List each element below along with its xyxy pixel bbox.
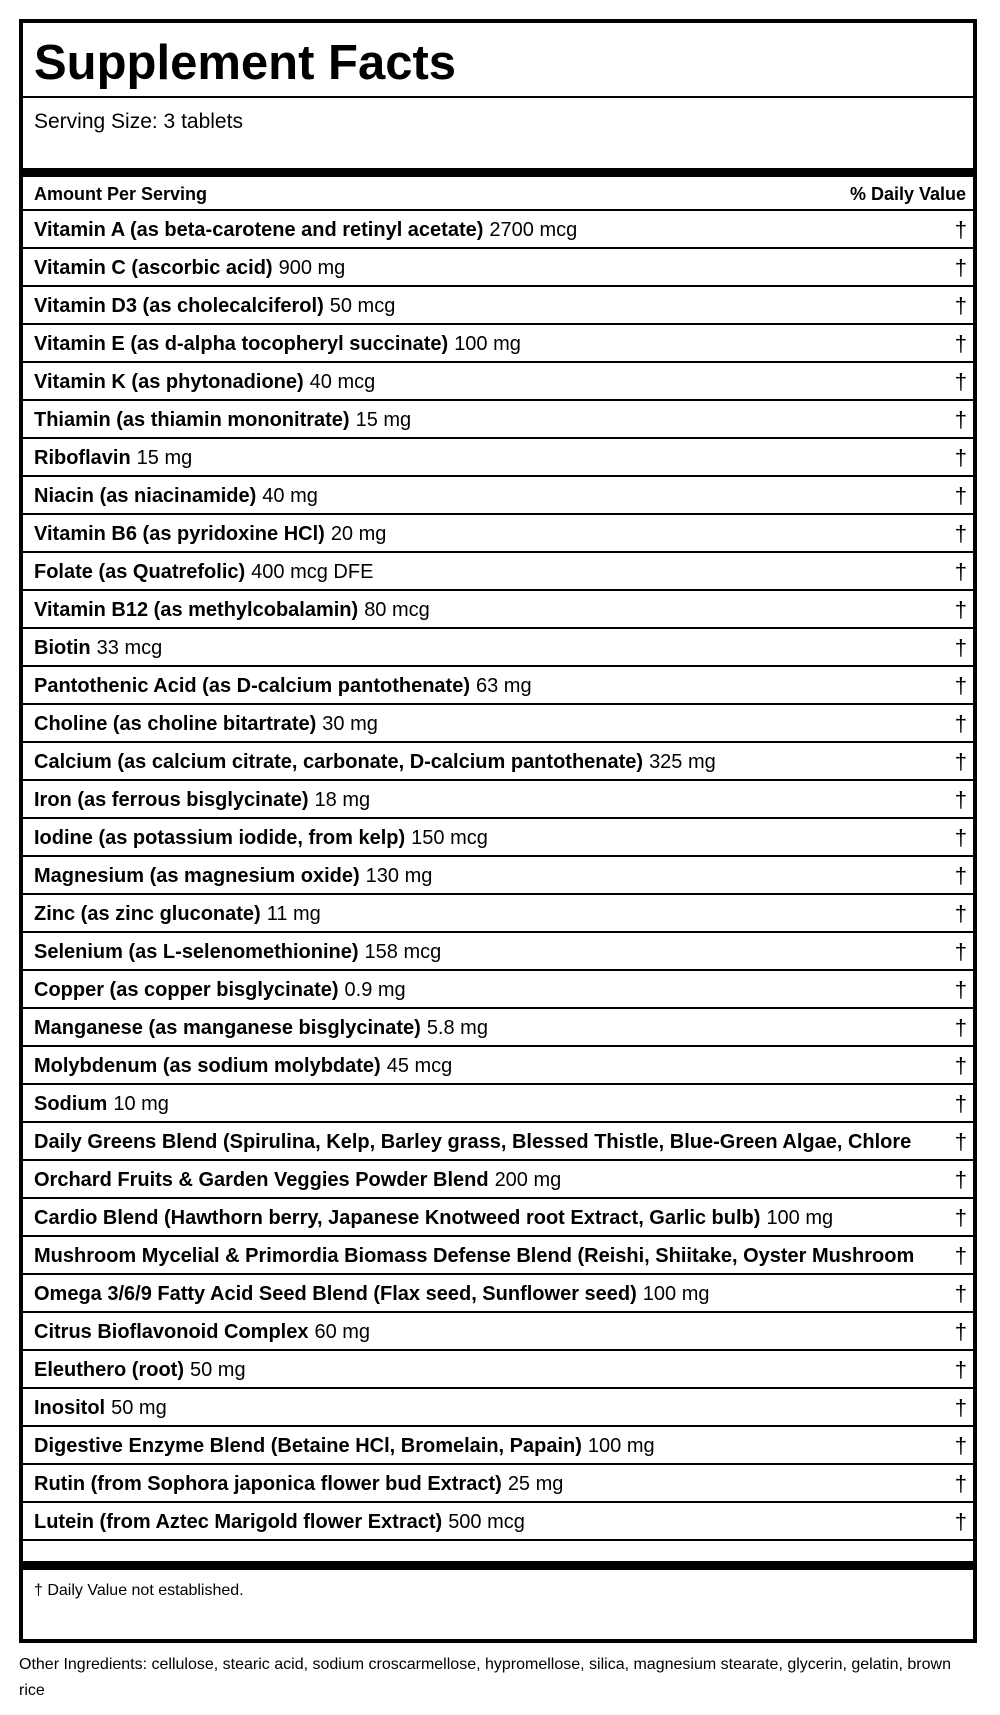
nutrient-name: Digestive Enzyme Blend (Betaine HCl, Bromelain, Papain) (34, 1435, 582, 1457)
nutrient-name: Calcium (as calcium citrate, carbonate, D-calcium pantothenate) (34, 751, 644, 773)
daily-value-dagger: † (954, 331, 967, 356)
nutrient-row (23, 325, 973, 363)
daily-value-header: % Daily Value (849, 184, 966, 204)
nutrient-row (23, 1123, 973, 1161)
nutrient-content (34, 370, 375, 394)
nutrient-content (34, 522, 386, 546)
daily-value-dagger: † (954, 825, 967, 850)
nutrient-name: Vitamin B12 (as methylcobalamin) (34, 599, 359, 621)
nutrient-content (34, 408, 411, 432)
nutrient-name: Vitamin D3 (as cholecalciferol) (34, 295, 324, 317)
nutrient-row (23, 1313, 973, 1351)
nutrient-name: Sodium (34, 1093, 108, 1115)
nutrient-content (34, 1092, 169, 1116)
nutrient-row (23, 1085, 973, 1123)
nutrient-name: Vitamin A (as beta-carotene and retinyl acetate) (34, 219, 484, 241)
nutrient-row (23, 819, 973, 857)
nutrient-content (34, 1472, 563, 1496)
nutrient-content (34, 826, 488, 850)
nutrient-amount: 325 mg (649, 751, 716, 773)
nutrient-row (23, 1275, 973, 1313)
daily-value-dagger: † (954, 787, 967, 812)
daily-value-dagger: † (954, 749, 967, 774)
daily-value-dagger: † (954, 1509, 967, 1534)
nutrient-row (23, 249, 973, 287)
nutrient-name: Iron (as ferrous bisglycinate) (34, 789, 309, 811)
nutrient-row (23, 1047, 973, 1085)
nutrient-name: Biotin (34, 637, 91, 659)
nutrient-name: Pantothenic Acid (as D-calcium pantothenate) (34, 675, 470, 697)
nutrient-row (23, 781, 973, 819)
daily-value-dagger: † (954, 711, 967, 736)
nutrient-content (34, 978, 406, 1002)
nutrient-content (34, 484, 318, 508)
nutrient-amount: 2700 mcg (489, 219, 578, 241)
nutrient-row (23, 1427, 973, 1465)
nutrient-amount: 158 mcg (364, 941, 442, 963)
nutrient-amount: 100 mg (587, 1435, 655, 1457)
thick-divider-bottom (23, 1561, 973, 1570)
daily-value-dagger: † (954, 1471, 967, 1496)
nutrient-name: Choline (as choline bitartrate) (34, 713, 317, 735)
daily-value-dagger: † (954, 445, 967, 470)
nutrient-row (23, 1503, 973, 1541)
daily-value-dagger: † (954, 1281, 967, 1306)
nutrient-row (23, 591, 973, 629)
nutrient-content (34, 294, 395, 318)
daily-value-dagger: † (954, 369, 967, 394)
nutrient-amount: 11 mg (266, 903, 321, 925)
nutrient-name: Citrus Bioflavonoid Complex (34, 1321, 309, 1343)
nutrient-name: Magnesium (as magnesium oxide) (34, 865, 360, 887)
nutrient-content (34, 636, 162, 660)
nutrient-name: Zinc (as zinc gluconate) (34, 903, 261, 925)
nutrient-content (34, 256, 345, 280)
nutrient-content (34, 1358, 246, 1382)
nutrient-row (23, 363, 973, 401)
nutrient-row (23, 705, 973, 743)
nutrient-amount: 18 mg (314, 789, 371, 811)
nutrient-amount: 40 mg (262, 485, 318, 507)
nutrient-name: Thiamin (as thiamin mononitrate) (34, 409, 350, 431)
nutrient-name: Vitamin E (as d-alpha tocopheryl succinate) (34, 333, 449, 355)
nutrient-content (34, 1320, 370, 1344)
nutrient-content (34, 446, 192, 470)
daily-value-dagger: † (954, 1433, 967, 1458)
nutrient-name: Daily Greens Blend (Spirulina, Kelp, Barley grass, Blessed Thistle, Blue-Green Algae, Chlore (34, 1131, 912, 1153)
nutrient-amount: 100 mg (454, 333, 521, 355)
nutrient-content (34, 218, 577, 242)
nutrient-row (23, 1351, 973, 1389)
nutrient-amount: 130 mg (365, 865, 433, 887)
nutrient-name: Cardio Blend (Hawthorn berry, Japanese Knotweed root Extract, Garlic bulb) (34, 1207, 761, 1229)
nutrient-content (34, 712, 378, 736)
nutrient-amount: 20 mg (330, 523, 387, 545)
nutrient-amount: 0.9 mg (344, 979, 406, 1001)
thick-divider-top (23, 168, 973, 177)
nutrient-amount: 5.8 mg (426, 1017, 488, 1039)
nutrient-name: Copper (as copper bisglycinate) (34, 979, 339, 1001)
supplement-facts-panel (19, 19, 977, 1643)
nutrient-list (23, 211, 973, 1541)
nutrient-name: Iodine (as potassium iodide, from kelp) (34, 827, 406, 849)
nutrient-amount: 80 mcg (364, 599, 430, 621)
daily-value-dagger: † (954, 521, 967, 546)
nutrient-content (34, 560, 373, 584)
daily-value-dagger: † (954, 597, 967, 622)
daily-value-dagger: † (954, 901, 967, 926)
nutrient-name: Mushroom Mycelial & Primordia Biomass Defense Blend (Reishi, Shiitake, Oyster Mushroom (34, 1245, 915, 1267)
nutrient-content (34, 1168, 561, 1192)
nutrient-amount: 33 mcg (96, 637, 163, 659)
nutrient-name: Vitamin C (ascorbic acid) (34, 257, 273, 279)
nutrient-content (34, 1434, 655, 1458)
nutrient-row (23, 857, 973, 895)
panel-title: Supplement Facts (34, 36, 457, 90)
nutrient-amount: 150 mcg (411, 827, 488, 849)
nutrient-amount: 45 mcg (386, 1055, 453, 1077)
nutrient-amount: 100 mg (766, 1207, 834, 1229)
nutrient-content (34, 864, 432, 888)
nutrient-amount: 900 mg (278, 257, 346, 279)
nutrient-row (23, 1161, 973, 1199)
nutrient-amount: 25 mg (507, 1473, 564, 1495)
daily-value-dagger: † (954, 939, 967, 964)
nutrient-content (34, 1206, 833, 1230)
nutrient-content (34, 1244, 914, 1268)
nutrient-amount: 50 mcg (329, 295, 396, 317)
daily-value-dagger: † (954, 255, 967, 280)
nutrient-content (34, 1510, 525, 1534)
nutrient-amount: 50 mg (111, 1397, 167, 1419)
daily-value-dagger: † (954, 1015, 967, 1040)
nutrient-name: Niacin (as niacinamide) (34, 485, 257, 507)
nutrient-content (34, 1282, 710, 1306)
footnote: † Daily Value not established. (34, 1582, 244, 1599)
nutrient-content (34, 1396, 167, 1420)
nutrient-amount: 500 mcg (448, 1511, 525, 1533)
nutrient-name: Vitamin K (as phytonadione) (34, 371, 304, 393)
title-block (23, 23, 973, 98)
nutrient-row (23, 477, 973, 515)
nutrient-row (23, 629, 973, 667)
nutrient-name: Lutein (from Aztec Marigold flower Extract) (34, 1511, 443, 1533)
nutrient-amount: 15 mg (136, 447, 193, 469)
daily-value-dagger: † (954, 483, 967, 508)
nutrient-content (34, 902, 321, 926)
nutrient-amount: 63 mg (476, 675, 532, 697)
daily-value-dagger: † (954, 217, 967, 242)
daily-value-dagger: † (954, 863, 967, 888)
nutrient-name: Riboflavin (34, 447, 131, 469)
daily-value-dagger: † (954, 673, 967, 698)
nutrient-row (23, 743, 973, 781)
nutrient-row (23, 895, 973, 933)
nutrient-row (23, 971, 973, 1009)
nutrient-amount: 15 mg (355, 409, 412, 431)
nutrient-name: Omega 3/6/9 Fatty Acid Seed Blend (Flax seed, Sunflower seed) (34, 1283, 637, 1305)
nutrient-name: Rutin (from Sophora japonica flower bud Extract) (34, 1473, 502, 1495)
daily-value-dagger: † (954, 1091, 967, 1116)
nutrient-name: Eleuthero (root) (34, 1359, 184, 1381)
nutrient-name: Molybdenum (as sodium molybdate) (34, 1055, 381, 1077)
nutrient-content (34, 750, 716, 774)
daily-value-dagger: † (954, 1395, 967, 1420)
nutrient-row (23, 211, 973, 249)
daily-value-dagger: † (954, 1357, 967, 1382)
nutrient-row (23, 401, 973, 439)
column-header-row (23, 177, 973, 211)
nutrient-name: Orchard Fruits & Garden Veggies Powder Blend (34, 1169, 489, 1191)
nutrient-row (23, 515, 973, 553)
nutrient-amount: 30 mg (322, 713, 378, 735)
nutrient-row (23, 1465, 973, 1503)
nutrient-amount: 100 mg (642, 1283, 710, 1305)
nutrient-row (23, 1389, 973, 1427)
nutrient-content (34, 940, 441, 964)
nutrient-row (23, 1009, 973, 1047)
nutrient-content (34, 788, 370, 812)
daily-value-dagger: † (954, 1129, 967, 1154)
daily-value-dagger: † (954, 407, 967, 432)
nutrient-row (23, 933, 973, 971)
nutrient-content (34, 598, 430, 622)
nutrient-name: Vitamin B6 (as pyridoxine HCl) (34, 523, 325, 545)
nutrient-content (34, 674, 532, 698)
nutrient-row (23, 1237, 973, 1275)
nutrient-row (23, 287, 973, 325)
nutrient-row (23, 553, 973, 591)
amount-per-serving-header: Amount Per Serving (34, 184, 208, 204)
nutrient-amount: 50 mg (190, 1359, 246, 1381)
nutrient-row (23, 667, 973, 705)
nutrient-amount: 200 mg (494, 1169, 562, 1191)
daily-value-dagger: † (954, 1053, 967, 1078)
nutrient-amount: 10 mg (113, 1093, 169, 1115)
nutrient-name: Folate (as Quatrefolic) (34, 561, 246, 583)
daily-value-dagger: † (954, 1243, 967, 1268)
daily-value-dagger: † (954, 977, 967, 1002)
nutrient-amount: 40 mcg (309, 371, 376, 393)
daily-value-dagger: † (954, 1319, 967, 1344)
serving-size: Serving Size: 3 tablets (34, 110, 243, 133)
daily-value-dagger: † (954, 635, 967, 660)
nutrient-content (34, 1130, 911, 1154)
other-ingredients: Other Ingredients: cellulose, stearic acid, sodium croscarmellose, hypromellose, silica, magnesium stearate, glycerin, gelatin, brown rice (19, 1656, 951, 1699)
nutrient-content (34, 332, 521, 356)
nutrient-amount: 60 mg (314, 1321, 371, 1343)
nutrient-content (34, 1054, 452, 1078)
nutrient-content (34, 1016, 488, 1040)
daily-value-dagger: † (954, 293, 967, 318)
nutrient-name: Manganese (as manganese bisglycinate) (34, 1017, 421, 1039)
nutrient-name: Inositol (34, 1397, 106, 1419)
nutrient-row (23, 1199, 973, 1237)
daily-value-dagger: † (954, 1205, 967, 1230)
nutrient-name: Selenium (as L-selenomethionine) (34, 941, 359, 963)
daily-value-dagger: † (954, 559, 967, 584)
nutrient-row (23, 439, 973, 477)
daily-value-dagger: † (954, 1167, 967, 1192)
nutrient-amount: 400 mcg DFE (251, 561, 374, 583)
